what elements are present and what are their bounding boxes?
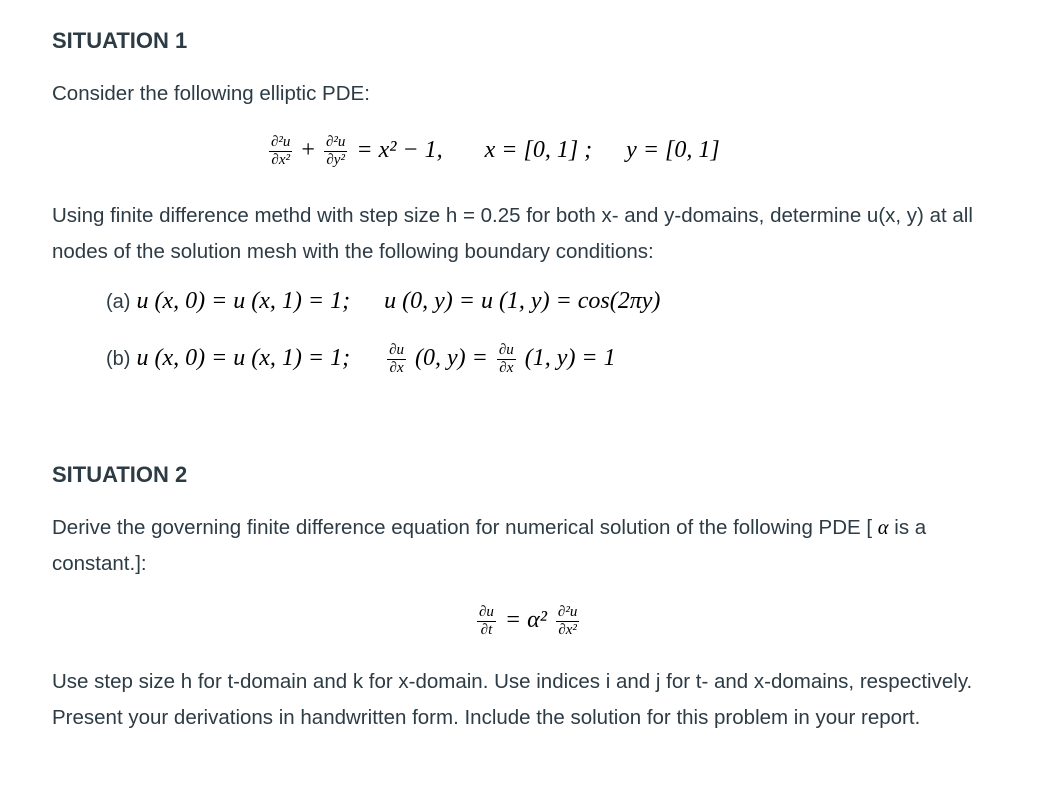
bc-a-part2: u (0, y) = u (1, y) = cos(2πy) bbox=[384, 288, 661, 314]
alpha-symbol: α bbox=[877, 517, 889, 539]
dx-denominator: ∂x bbox=[387, 359, 406, 377]
bc-b-end: (1, y) = 1 bbox=[524, 345, 616, 372]
pde-rhs: = x² − 1, bbox=[356, 137, 443, 164]
bc-a-label: (a) bbox=[106, 291, 131, 313]
situation-2-intro bbox=[52, 510, 1002, 582]
boundary-condition-b bbox=[106, 342, 616, 377]
heat-pde-equals-alpha: = α² bbox=[504, 607, 547, 634]
situation-1-intro: Consider the following elliptic PDE: bbox=[52, 82, 370, 105]
dt-denominator: ∂t bbox=[477, 621, 496, 639]
situation-2-heading: SITUATION 2 bbox=[52, 462, 188, 487]
d2u-dx2-fraction bbox=[269, 134, 292, 169]
y-domain: y = [0, 1] bbox=[626, 137, 720, 164]
x-domain: x = [0, 1] ; bbox=[484, 137, 593, 164]
d2u-numerator-2: ∂²u bbox=[325, 134, 346, 150]
heat-pde-equation bbox=[474, 604, 582, 639]
dx2-denominator: ∂x² bbox=[269, 151, 292, 169]
du-dx-fraction-2 bbox=[497, 342, 516, 377]
elliptic-pde-equation: $\frac{\text{∂²u}}{\text{∂x²}}$ + $\frac{\text{∂²u}}{\text{∂y²}}$ = x² − 1, x = [0, 1] ; y = [0, 1] bbox=[271, 134, 720, 168]
bc-b-label: (b) bbox=[106, 348, 131, 371]
bc-b-mid: (0, y) = bbox=[415, 345, 488, 372]
d2u-dx2-fraction-heat bbox=[556, 604, 579, 639]
situation-1-task: Using finite difference methd with step size h = 0.25 for both x- and y-domains, determine u(x, y) at all nodes of the solution mesh with the following boundary conditions: bbox=[52, 204, 973, 263]
situation-2-intro-before: Derive the governing finite difference equation for numerical solution of the following PDE [ bbox=[52, 516, 873, 539]
bc-a-part1: u (x, 0) = u (x, 1) = 1; bbox=[136, 288, 351, 314]
situation-2-instructions: Use step size h for t-domain and k for x-domain. Use indices i and j for t- and x-domains, respectively. Present your derivations in handwritten form. Include the solution for this problem in your report. bbox=[52, 670, 973, 729]
bc-b-part1: u (x, 0) = u (x, 1) = 1; bbox=[136, 345, 351, 372]
heat-dx2-denominator: ∂x² bbox=[556, 621, 579, 639]
boundary-condition-a bbox=[106, 288, 660, 315]
dy2-denominator: ∂y² bbox=[324, 151, 347, 169]
du-numerator: ∂u bbox=[389, 342, 405, 358]
dx-denominator-2: ∂x bbox=[497, 359, 516, 377]
heat-d2u-numerator: ∂²u bbox=[557, 604, 578, 620]
d2u-dy2-fraction bbox=[324, 134, 347, 169]
situation-2-intro-after: is a constant.]: bbox=[52, 516, 927, 575]
d2u-numerator: ∂²u bbox=[271, 134, 291, 150]
du-dt-numerator: ∂u bbox=[479, 604, 494, 620]
du-dt-fraction bbox=[477, 604, 496, 639]
du-dx-fraction bbox=[387, 342, 406, 377]
du-numerator-2: ∂u bbox=[498, 342, 514, 358]
situation-1-heading: SITUATION 1 bbox=[52, 28, 188, 53]
